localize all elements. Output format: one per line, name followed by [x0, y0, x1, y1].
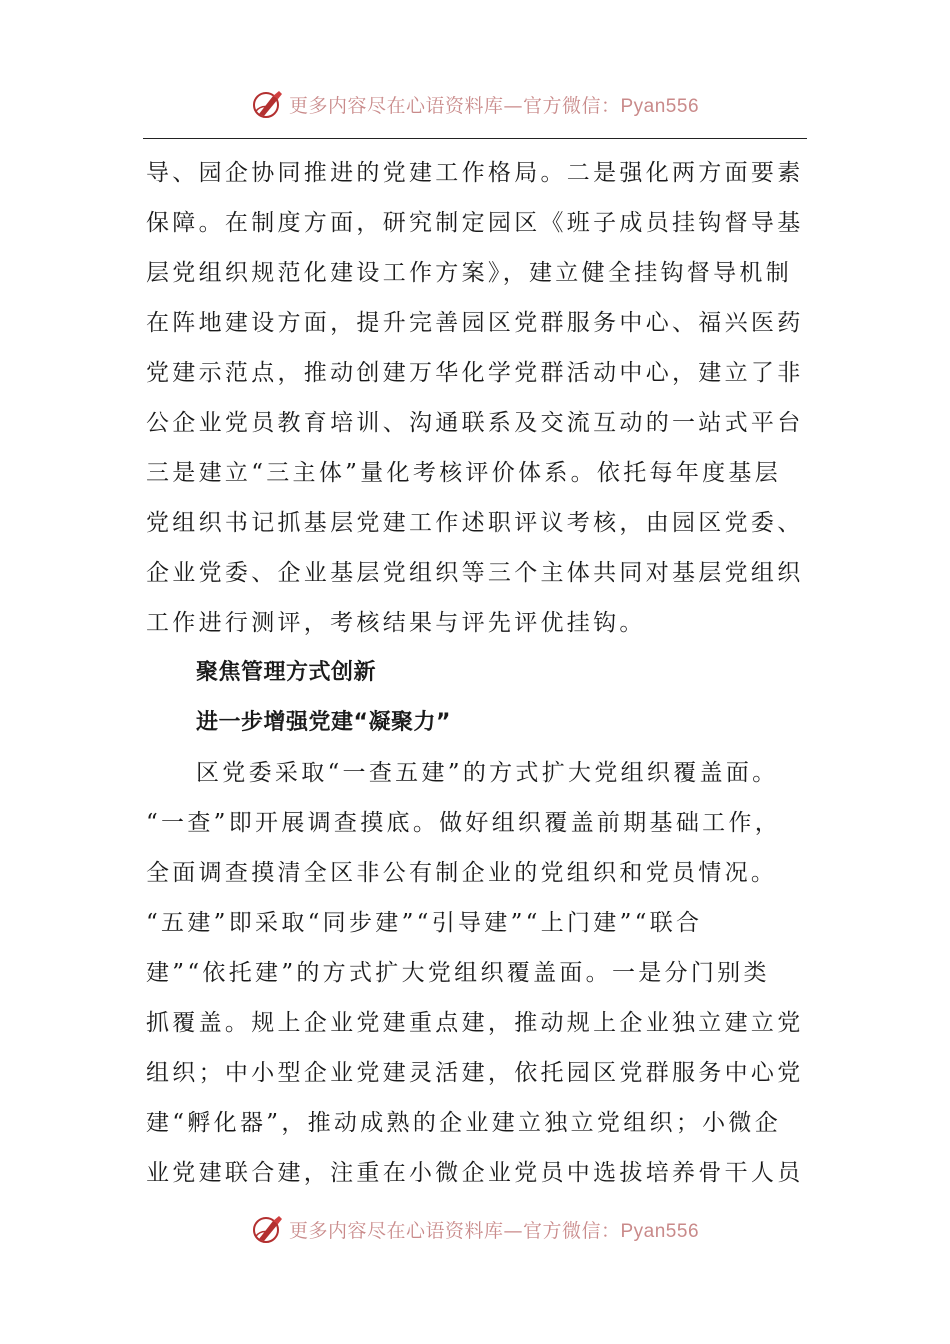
body-line: 党组织书记抓基层党建工作述职评议考核，由园区党委、 — [146, 510, 804, 536]
pen-nib-logo-icon — [251, 87, 285, 121]
body-line: 建“孵化器”，推动成熟的企业建立独立党组织；小微企 — [146, 1110, 782, 1136]
body-line: 在阵地建设方面，提升完善园区党群服务中心、福兴医药 — [146, 310, 804, 336]
paragraph-first-line: 区党委采取“一查五建”的方式扩大党组织覆盖面。 — [196, 760, 779, 786]
header-banner-inner — [251, 87, 699, 121]
body-line: 抓覆盖。规上企业党建重点建，推动规上企业独立建立党 — [146, 1010, 804, 1036]
footer-banner — [0, 1209, 950, 1249]
document-body — [146, 148, 806, 1198]
body-line: “一查”即开展调查摸底。做好组织覆盖前期基础工作， — [146, 810, 782, 836]
header-banner-label: 更多内容尽在心语资料库—官方微信： — [288, 94, 621, 117]
body-line: 工作进行测评，考核结果与评先评优挂钩。 — [146, 610, 646, 636]
body-line: 公企业党员教育培训、沟通联系及交流互动的一站式平台 — [146, 410, 804, 436]
footer-banner-text — [289, 1216, 699, 1243]
header-banner — [0, 84, 950, 124]
body-line: 企业党委、企业基层党组织等三个主体共同对基层党组织 — [146, 560, 804, 586]
body-line: 全面调查摸清全区非公有制企业的党组织和党员情况。 — [146, 860, 778, 886]
section-subheading: 进一步增强党建“凝聚力” — [196, 710, 451, 735]
body-line: 建”“依托建”的方式扩大党组织覆盖面。一是分门别类 — [146, 960, 770, 986]
body-line: 导、园企协同推进的党建工作格局。二是强化两方面要素 — [146, 160, 804, 186]
body-line: “五建”即采取“同步建”“引导建”“上门建”“联合 — [146, 910, 703, 936]
body-line: 保障。在制度方面，研究制定园区《班子成员挂钩督导基 — [146, 210, 804, 236]
body-line: 三是建立“三主体”量化考核评价体系。依托每年度基层 — [146, 460, 782, 486]
body-line: 组织；中小型企业党建灵活建，依托园区党群服务中心党 — [146, 1060, 804, 1086]
footer-wechat-id: Pyan556 — [620, 1220, 700, 1242]
header-banner-text — [289, 91, 699, 118]
body-line: 业党建联合建，注重在小微企业党员中选拔培养骨干人员 — [146, 1160, 804, 1186]
section-heading: 聚焦管理方式创新 — [196, 660, 377, 685]
header-wechat-id: Pyan556 — [620, 95, 700, 117]
body-line: 层党组织规范化建设工作方案》，建立健全挂钩督导机制 — [146, 260, 792, 286]
footer-banner-label: 更多内容尽在心语资料库—官方微信： — [288, 1219, 621, 1242]
body-line: 党建示范点，推动创建万华化学党群活动中心，建立了非 — [146, 360, 804, 386]
pen-nib-logo-icon — [251, 1212, 285, 1246]
header-divider — [143, 138, 807, 139]
footer-banner-inner — [251, 1212, 699, 1246]
